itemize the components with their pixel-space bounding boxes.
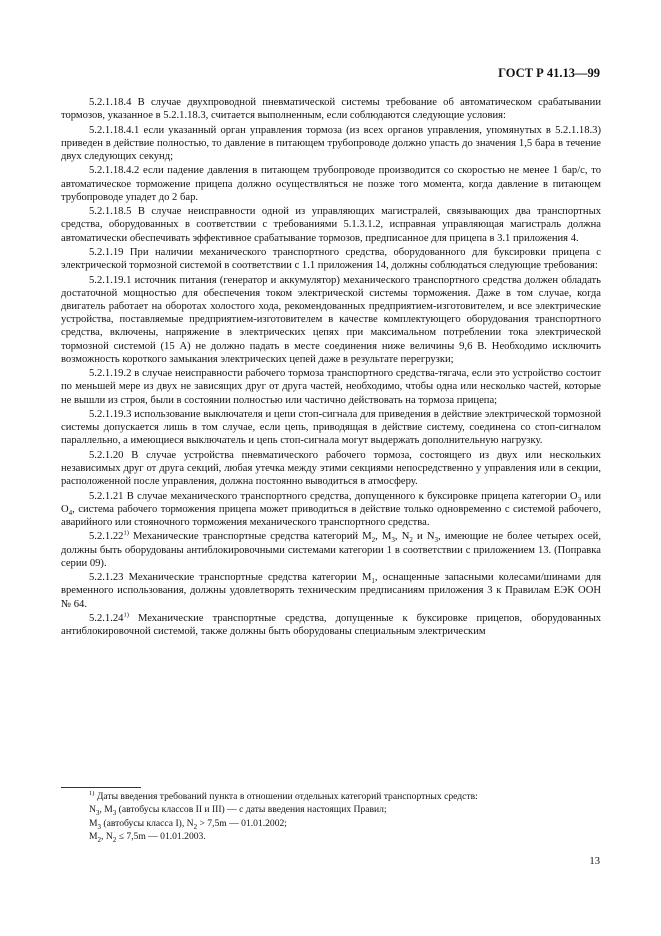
paragraph: 5.2.1.18.4.1 если указанный орган управления тормоза (из всех органов управления, упомянутых в 5.2.1.18.3) приведен в действие полностью, то давление в питающем трубопроводе должно упасть до значения 1,5 бара в течение двух следующих секунд; <box>61 124 601 162</box>
footnote-line: $M_2$, $N_2 \le 7,5m$ — 01.01.2003. <box>89 830 206 844</box>
document-header: ГОСТ Р 41.13—99 <box>498 66 600 80</box>
paragraph: 5.2.1.23 Механические транспортные средства категории $М_1$, оснащенные запасными колесами/шинами для временного использования, должны удовлетворять техническим предписаниям приложения 3 к Правилам ЕЭК ООН № 64. <box>61 572 601 610</box>
footnote-line: $M_3$ (автобусы класса I), $N_2 > 7,5m$ — 01.01.2002; <box>89 817 287 831</box>
document-body <box>61 96 601 640</box>
footnote-line: $^{1)}$ Даты введения требований пункта в отношении отдельных категорий транспортных средств: <box>89 789 478 802</box>
paragraph: 5.2.1.22$^{1)}$ Механические транспортные средства категорий $М_2$, $М_3$, $N_2$ и $N_3$, имеющие не более четырех осей, должны быть оборудованы антиблокировочными системами категории 1 в соответствии с приложением 13. (Поправка серии 09). <box>61 529 601 569</box>
paragraph: 5.2.1.21 В случае механического транспортного средства, допущенного к буксировке прицепа категории $О_3$ или $О_4$, система рабочего торможения прицепа может приводиться в действие только одновременно с системой рабочего, аварийного или стояночного торможения механического транспортного средства. <box>61 490 601 528</box>
paragraph: 5.2.1.20 В случае устройства пневматического рабочего тормоза, состоящего из двух или нескольких независимых друг от друга секций, любая утечка между этими секциями непосредственно у управления или в секции, расположенной после управления, должна постоянно выводиться в атмосферу. <box>61 449 601 488</box>
footnote-line: $N_3$, $M_3$ (автобусы классов II и III) — с даты введения настоящих Правил; <box>89 804 387 818</box>
page-number: 13 <box>589 856 600 867</box>
paragraph: 5.2.1.18.4 В случае двухпроводной пневматической системы требование об автоматическом срабатывании тормозов, указанное в 5.2.1.18.3, считается выполненным, если соблюдаются следующие условия: <box>61 97 601 122</box>
paragraph: 5.2.1.19 При наличии механического транспортного средства, оборудованного для буксировки прицепа с электрической тормозной системой в соответствии с 1.1 приложения 14, должны соблюдаться следующие требования: <box>61 246 601 272</box>
footnote-marker: 1) <box>89 789 95 797</box>
paragraph: 5.2.1.19.2 в случае неисправности рабочего тормоза транспортного средства-тягача, если это устройство состоит по меньшей мере из двух не зависящих друг от друга частей, необходимо, чтобы одна или несколько частей, которые не вышли из строя, были в состоянии полностью или частично действовать на тормоза прицепа; <box>61 368 601 406</box>
paragraph: 5.2.1.19.3 использование выключателя и цепи стоп-сигнала для приведения в действие электрической тормозной системы допускается лишь в том случае, если цепь, приводящая в действие систему, соединена со стоп-сигналом параллельно, а имеющиеся выключатель и цепь стоп-сигнала могут выдержать дополнительную нагрузку. <box>61 408 601 447</box>
footnote-ref[interactable]: 1) <box>123 529 129 537</box>
footnote-divider <box>61 787 141 788</box>
paragraph: 5.2.1.24$^{1)}$ Механические транспортные средства, допущенные к буксировке прицепов, оборудованных антиблокировочной системой, также должны быть оборудованы специальным электрическим <box>61 611 601 638</box>
footnote-ref[interactable]: 1) <box>123 611 129 619</box>
paragraph: 5.2.1.18.4.2 если падение давления в питающем трубопроводе производится со скоростью не менее 1 бар/с, то автоматическое торможение прицепа должно осуществляться не позже того момента, когда давление в питающем трубопроводе упадет до 2 бар. <box>61 165 601 203</box>
footnotes <box>89 790 599 843</box>
paragraph: 5.2.1.19.1 источник питания (генератор и аккумулятор) механического транспортного средства должен обладать достаточной мощностью для обеспечения током электрической системы торможения. Даже в том случае, когда двигатель работает на оборотах холостого хода, рекомендованных предприятием-изготовителем, и все электрические устройства, поставляемые предприятием-изготовителем в качестве комплектующего оборудования транспортного средства, включены, напряжение в электрических цепях при максимальном потреблении тока электрической тормозной системой (15 А) не должно падать в месте соединения ниже величины 9,6 В. Необходимо исключить возможность короткого замыкания электрических цепей даже в результате перегрузки; <box>61 274 601 365</box>
paragraph: 5.2.1.18.5 В случае неисправности одной из управляющих магистралей, связывающих два транспортных средства, оборудованных в соответствии с требованиями 5.1.3.1.2, исправная управляющая магистраль должна автоматически обеспечивать эффективное срабатывание тормозов, предписанное для прицепа в 3.1 приложения 4. <box>61 206 601 244</box>
